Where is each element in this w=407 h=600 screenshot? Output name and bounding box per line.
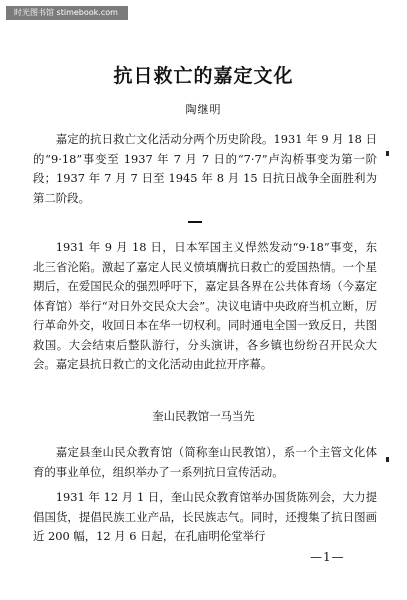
paragraph-intro: 嘉定的抗日救亡文化活动分两个历史阶段。1931 年 9 月 18 日的“9·18”事变至 1937 年 7 月 7 日的“7·7”卢沟桥事变为第一阶段；1937 年 7 月 7 日至 1945 年 8 月 15 日抗日战争全面胜利为第二阶段。	[33, 132, 377, 205]
section-subheading: 奎山民教馆一马当先	[152, 409, 255, 423]
page-edge-mark	[386, 151, 389, 156]
section-number-mark	[188, 221, 202, 223]
page-edge-mark	[386, 457, 389, 462]
article-title: 抗日救亡的嘉定文化	[113, 65, 294, 87]
paragraph-exhibition: 1931 年 12 月 1 日，奎山民众教育馆举办国货陈列会，大力提倡国货，提倡民族工业产品，长民族志气。同时，还搜集了抗日图画近 200 幅，12 月 6 日起，在孔庙明伦堂举行	[33, 490, 377, 543]
watermark-banner: 时光图书馆 stimebook.com	[6, 6, 128, 20]
page-number: —1—	[310, 550, 345, 564]
article-author: 陶继明	[185, 103, 222, 116]
paragraph-incident: 1931 年 9 月 18 日，日本军国主义悍然发动“9·18”事变，东北三省沦陷。激起了嘉定人民义愤填膺抗日救亡的爱国热情。一个星期后，在爱国民众的强烈呼吁下，嘉定县各界在公共体育场（今嘉定体育馆）举行“对日外交民众大会”。决议电请中央政府当机立断，厉行革命外交，收回日本在华一切权利。同时通电全国一致反日，共图救国。大会结束后整队游行，分头演讲，各乡镇也纷纷召开民众大会。嘉定县抗日救亡的文化活动由此拉开序幕。	[33, 240, 377, 371]
paragraph-education-museum: 嘉定县奎山民众教育馆（简称奎山民教馆），系一个主管文化体育的事业单位，组织举办了一系列抗日宣传活动。	[33, 445, 377, 479]
